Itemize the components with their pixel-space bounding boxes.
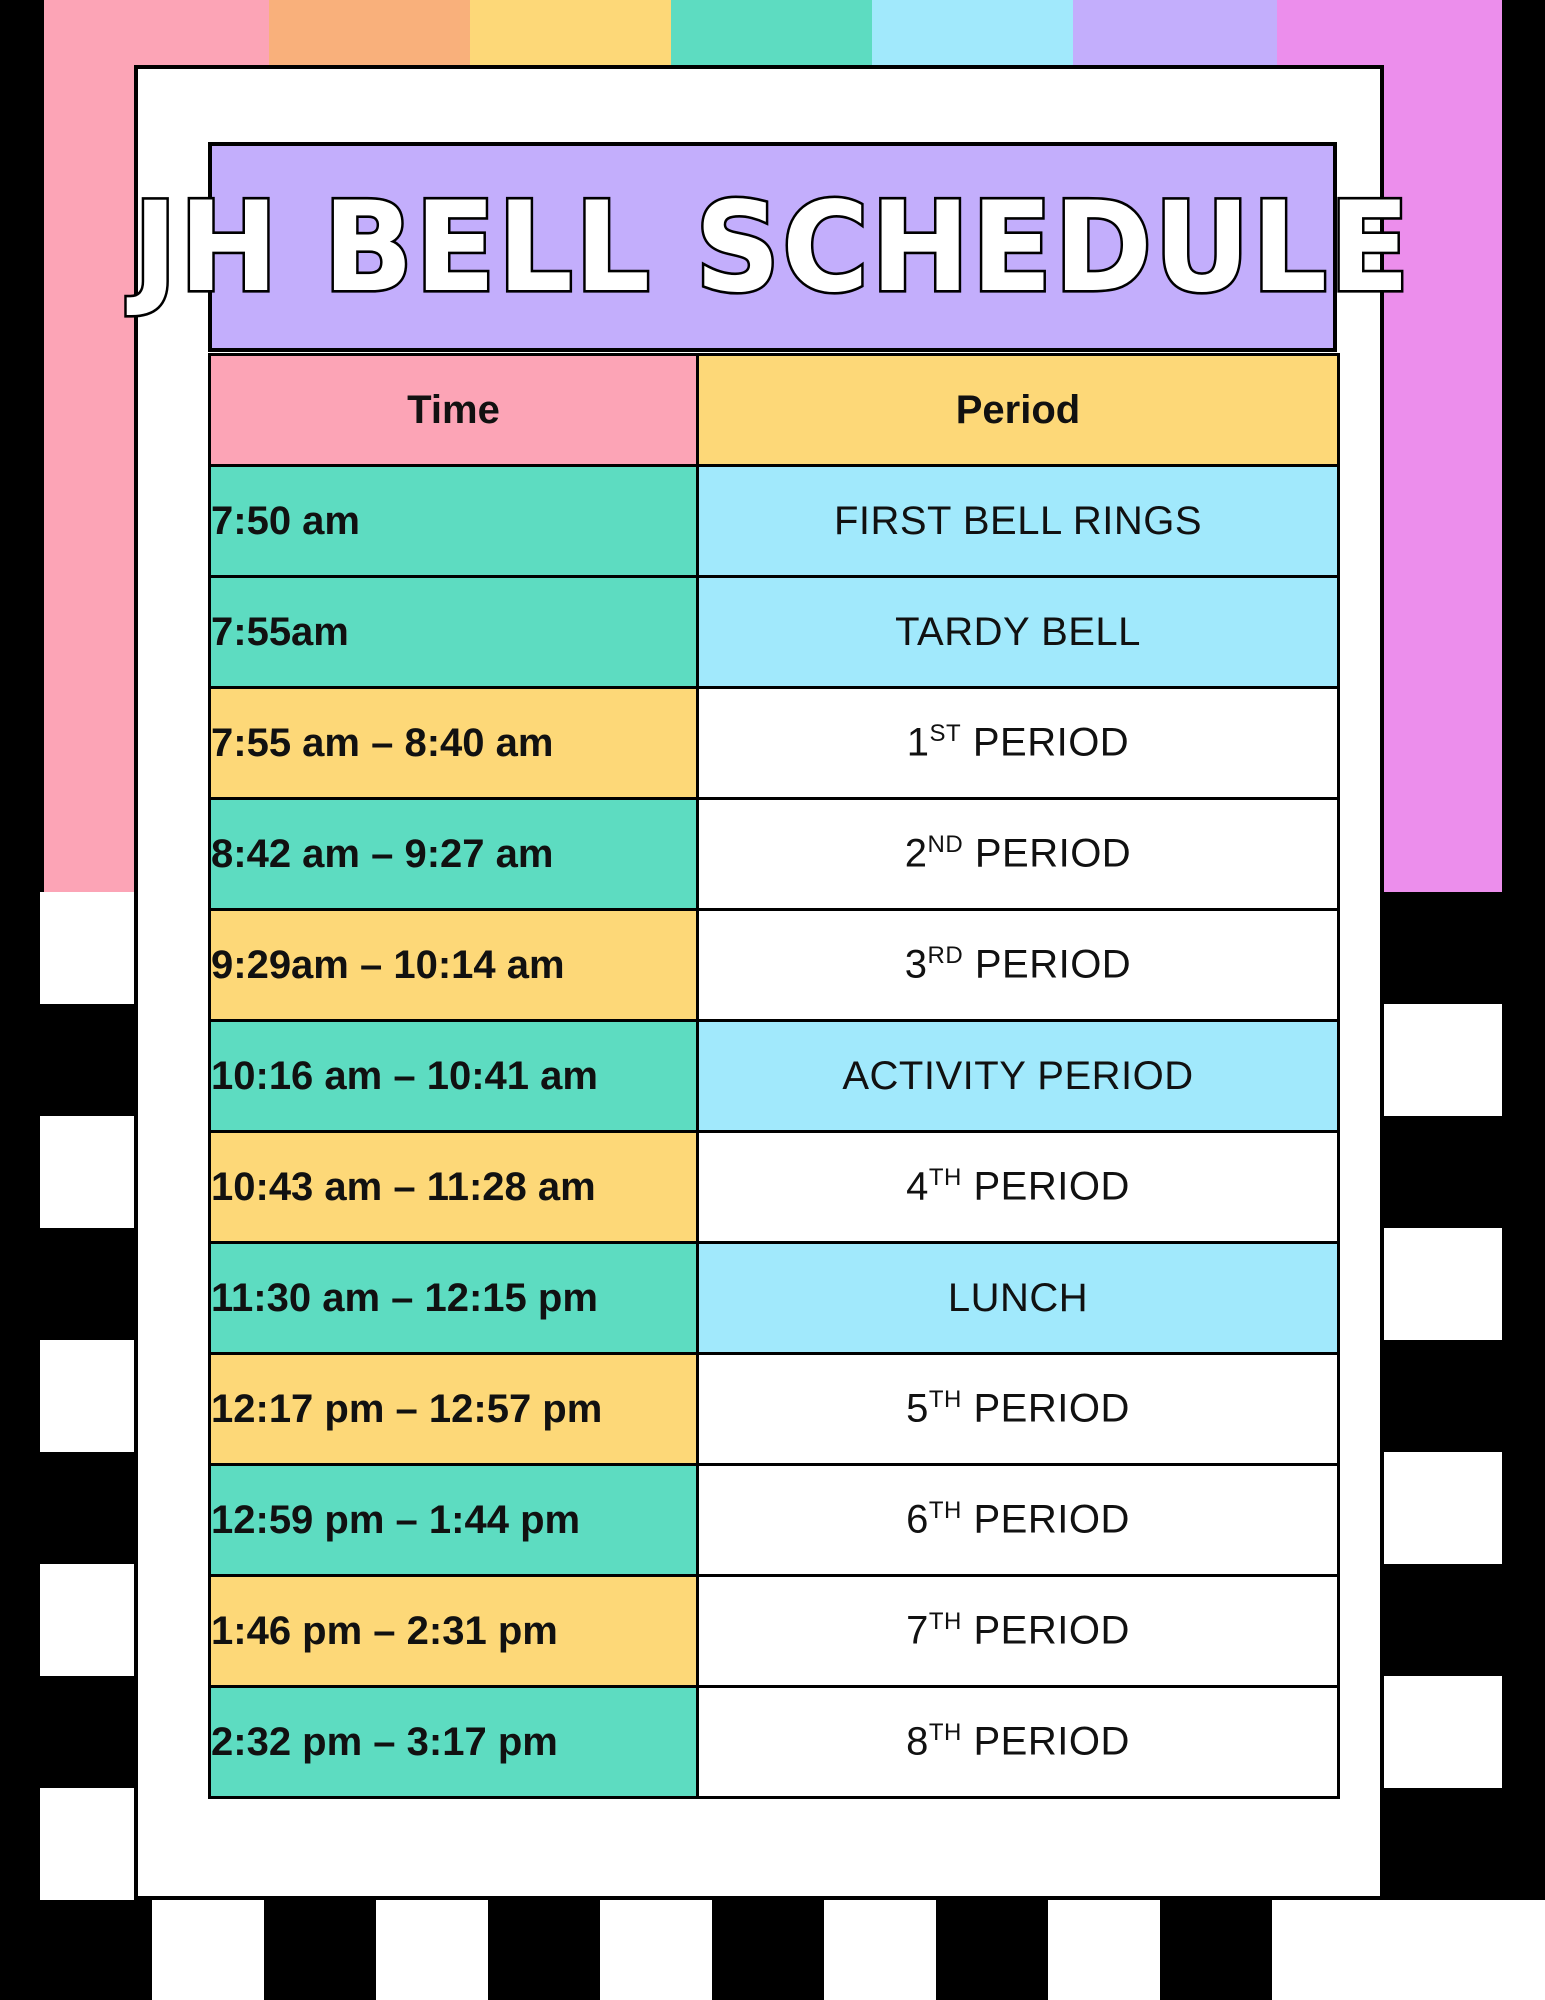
schedule-table bbox=[208, 353, 1340, 1799]
period-number: 3 bbox=[904, 942, 928, 987]
row-time: 10:43 am – 11:28 am bbox=[210, 1132, 698, 1243]
checker-square bbox=[1384, 1004, 1502, 1116]
row-time: 7:55 am – 8:40 am bbox=[210, 688, 698, 799]
checker-square bbox=[40, 1340, 134, 1452]
checker-square bbox=[1496, 1900, 1545, 2000]
row-period bbox=[698, 1576, 1339, 1687]
checker-square bbox=[40, 1116, 134, 1228]
period-label: PERIOD bbox=[961, 1608, 1130, 1653]
row-time: 12:17 pm – 12:57 pm bbox=[210, 1354, 698, 1465]
period-label: LUNCH bbox=[947, 1275, 1089, 1320]
period-label: PERIOD bbox=[963, 942, 1132, 987]
row-period bbox=[698, 1465, 1339, 1576]
row-time: 11:30 am – 12:15 pm bbox=[210, 1243, 698, 1354]
checker-square bbox=[824, 1900, 936, 2000]
checker-square bbox=[40, 892, 134, 1004]
row-time: 7:55am bbox=[210, 577, 698, 688]
period-number: 6 bbox=[906, 1497, 929, 1542]
period-ordinal-suffix: TH bbox=[928, 1719, 962, 1747]
checker-square bbox=[1384, 1676, 1502, 1788]
period-number: 5 bbox=[906, 1386, 929, 1431]
table-row bbox=[210, 1021, 1339, 1132]
table-row bbox=[210, 1687, 1339, 1798]
row-period bbox=[698, 466, 1339, 577]
period-number: 8 bbox=[906, 1719, 929, 1764]
table-row bbox=[210, 688, 1339, 799]
checker-square bbox=[376, 1900, 488, 2000]
checker-square bbox=[40, 1564, 134, 1676]
table-row bbox=[210, 1465, 1339, 1576]
period-label: PERIOD bbox=[961, 1719, 1130, 1764]
row-period bbox=[698, 577, 1339, 688]
checker-square bbox=[1384, 1900, 1502, 2000]
period-label: PERIOD bbox=[961, 720, 1130, 765]
title-banner bbox=[133, 142, 1412, 352]
checker-square bbox=[1048, 1900, 1160, 2000]
row-period bbox=[698, 1132, 1339, 1243]
table-row bbox=[210, 1132, 1339, 1243]
period-label: PERIOD bbox=[961, 1386, 1130, 1431]
period-label: PERIOD bbox=[961, 1164, 1130, 1209]
period-number: 7 bbox=[906, 1608, 929, 1653]
period-label: TARDY BELL bbox=[895, 609, 1141, 654]
checker-square bbox=[600, 1900, 712, 2000]
period-label: FIRST BELL RINGS bbox=[833, 498, 1203, 543]
period-ordinal-suffix: ND bbox=[927, 831, 964, 859]
period-ordinal-suffix: TH bbox=[928, 1497, 962, 1525]
row-time: 2:32 pm – 3:17 pm bbox=[210, 1687, 698, 1798]
checker-square bbox=[152, 1900, 264, 2000]
period-number: 2 bbox=[904, 831, 928, 876]
row-period bbox=[698, 688, 1339, 799]
yellow-stripe bbox=[470, 0, 671, 68]
row-time: 1:46 pm – 2:31 pm bbox=[210, 1576, 698, 1687]
period-label: PERIOD bbox=[963, 831, 1132, 876]
checker-square bbox=[40, 1788, 134, 1900]
checker-square bbox=[1384, 1228, 1502, 1340]
page-title: JH BELL SCHEDULE bbox=[133, 174, 1412, 320]
table-row bbox=[210, 1354, 1339, 1465]
orange-stripe bbox=[269, 0, 470, 68]
table-row bbox=[210, 577, 1339, 688]
row-period bbox=[698, 799, 1339, 910]
table-row bbox=[210, 799, 1339, 910]
period-ordinal-suffix: TH bbox=[928, 1386, 962, 1414]
header-time: Time bbox=[210, 355, 698, 466]
row-period bbox=[698, 1687, 1339, 1798]
row-period bbox=[698, 1021, 1339, 1132]
header-period: Period bbox=[698, 355, 1339, 466]
row-period bbox=[698, 910, 1339, 1021]
row-time: 7:50 am bbox=[210, 466, 698, 577]
table-header-row bbox=[210, 355, 1339, 466]
period-ordinal-suffix: TH bbox=[928, 1608, 962, 1636]
checker-square bbox=[1384, 1452, 1502, 1564]
table-row bbox=[210, 466, 1339, 577]
period-number: 4 bbox=[906, 1164, 929, 1209]
green-stripe bbox=[671, 0, 872, 68]
period-label: PERIOD bbox=[961, 1497, 1130, 1542]
row-time: 12:59 pm – 1:44 pm bbox=[210, 1465, 698, 1576]
period-number: 1 bbox=[906, 720, 930, 765]
period-ordinal-suffix: ST bbox=[929, 720, 962, 748]
period-label: ACTIVITY PERIOD bbox=[842, 1053, 1194, 1098]
row-time: 9:29am – 10:14 am bbox=[210, 910, 698, 1021]
table-row bbox=[210, 910, 1339, 1021]
period-ordinal-suffix: RD bbox=[927, 942, 964, 970]
checker-square bbox=[1272, 1900, 1384, 2000]
row-period bbox=[698, 1243, 1339, 1354]
row-time: 10:16 am – 10:41 am bbox=[210, 1021, 698, 1132]
blue-stripe bbox=[872, 0, 1073, 68]
row-period bbox=[698, 1354, 1339, 1465]
row-time: 8:42 am – 9:27 am bbox=[210, 799, 698, 910]
period-ordinal-suffix: TH bbox=[928, 1164, 962, 1192]
lavender-stripe bbox=[1073, 0, 1277, 68]
table-row bbox=[210, 1243, 1339, 1354]
table-row bbox=[210, 1576, 1339, 1687]
